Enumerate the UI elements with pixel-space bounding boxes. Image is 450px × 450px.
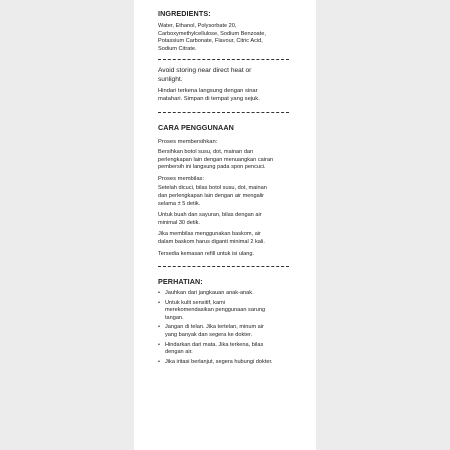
warning-item [158, 290, 288, 298]
fruit-line: minimal 30 detik. [158, 219, 200, 226]
storage-warning-en: sunlight. [158, 75, 183, 83]
rinsing-line: selama ± 5 detik. [158, 200, 201, 207]
warning-heading: PERHATIAN: [158, 277, 203, 287]
storage-warning-en: Avoid storing near direct heat or [158, 67, 252, 75]
rinsing-line: dan perlengkapan lain dengan air mengalir [158, 192, 265, 199]
divider [158, 59, 289, 60]
ingredients-line: Water, Ethanol, Polysorbate 20, [158, 23, 237, 29]
ingredients-heading: INGREDIENTS: [158, 9, 211, 18]
warning-text: Jangan di telan. Jika tertelan, minum air [165, 324, 264, 331]
warning-text: tangan. [165, 314, 184, 321]
rinsing-line: Setelah dicuci, bilas botol susu, dot, mainan [158, 185, 267, 192]
cleaning-line: pembersih ini langsung pada spon pencuci. [158, 164, 266, 171]
warning-text: dengan air. [165, 349, 193, 356]
basin-line: Jika membilas menggunakan baskom, air [158, 231, 261, 238]
cleaning-line: Bersihkan botol susu, dot, mainan dan [158, 148, 254, 155]
ingredients-line: Carboxymethylcellulose, Sodium Benzoate, [158, 30, 266, 37]
cleaning-line: perlengkapan lain dengan menuangkan cairan [158, 156, 274, 163]
warning-text: Jauhkan dari jangkauan anak-anak. [165, 290, 254, 297]
cleaning-title: Proses membersihkan: [158, 139, 218, 146]
ingredients-line: Potassium Carbonate, Flavour, Citric Acid, [158, 38, 263, 45]
storage-warning-id: matahari. Simpan di tempat yang sejuk. [158, 95, 260, 102]
warning-list [158, 290, 288, 366]
warning-item [158, 300, 288, 323]
warning-text: merekomendasikan penggunaan sarung [165, 307, 266, 314]
label-content [158, 9, 288, 368]
warning-item [158, 359, 288, 367]
warning-text: yang banyak dan segera ke dokter. [165, 332, 253, 339]
fruit-line: Untuk buah dan sayuran, bilas dengan air [158, 212, 262, 219]
warning-text: Jika iritasi berlanjut, segera hubungi dokter. [165, 358, 273, 365]
warning-item [158, 324, 288, 339]
divider [158, 266, 289, 267]
rinsing-title: Proses membilas: [158, 175, 205, 182]
usage-heading: CARA PENGGUNAAN [158, 123, 234, 133]
storage-warning-id: Hindari terkena langsung dengan sinar [158, 88, 258, 95]
ingredients-line: Sodium Citrate. [158, 45, 197, 52]
refill-line: Tersedia kemasan refill untuk isi ulang. [158, 250, 255, 257]
warning-item [158, 342, 288, 357]
warning-text: Hindarkan dari mata. Jika terkena, bilas [165, 341, 264, 348]
warning-text: Untuk kulit sensitif, kami [165, 299, 225, 306]
product-label-panel [134, 0, 316, 450]
divider [158, 112, 289, 113]
basin-line: dalam baskom harus diganti minimal 2 kali. [158, 238, 265, 245]
